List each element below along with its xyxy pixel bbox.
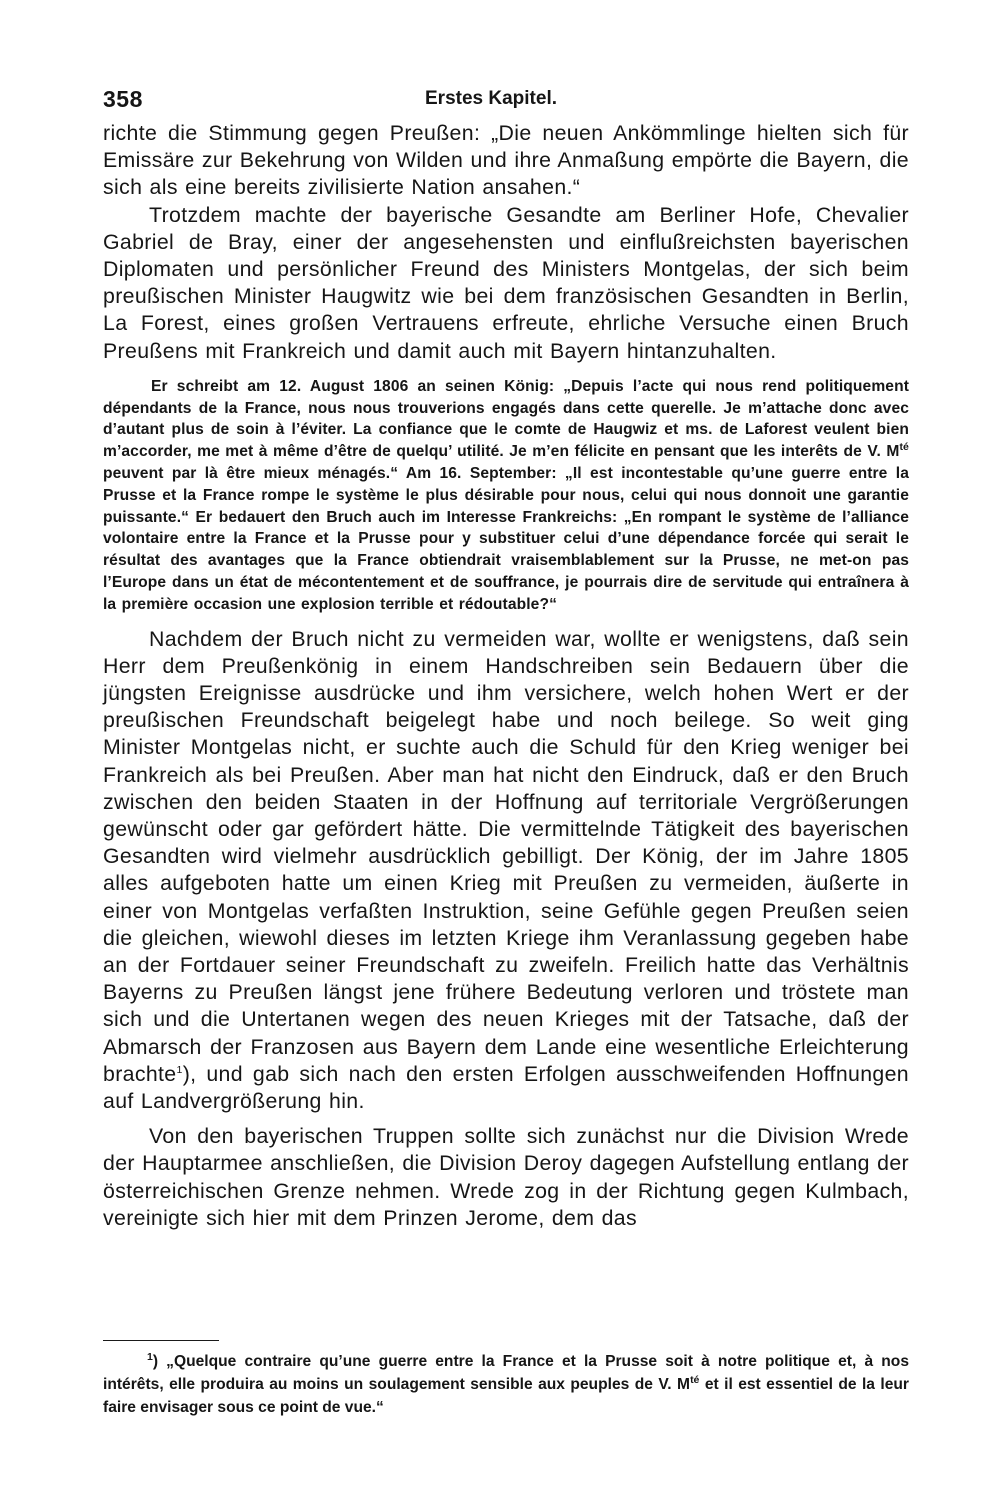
paragraph-montgelas [103, 626, 909, 1116]
chapter-title: Erstes Kapitel. [425, 88, 557, 109]
footnote-divider [103, 1340, 219, 1341]
quoted-letter-superscript: té [899, 441, 909, 454]
quoted-letter-block [103, 376, 909, 616]
footnote-text [103, 1350, 909, 1419]
paragraph-montgelas-part-2: ), und gab sich nach den ersten Erfolgen ausschweifenden Hoffnungen auf Landvergrößerung hin. [103, 1061, 909, 1114]
paragraph-continuation: richte die Stimmung gegen Preußen: „Die neuen Ankömmlinge hielten sich für Emissäre zur Bekehrung von Wilden und ihre Anmaßung empörte die Bayern, die sich als eine bereits zivilisierte Nation ansahen.“ [103, 121, 909, 200]
quoted-letter-text [103, 376, 909, 616]
quoted-letter-part-1: Er schreibt am 12. August 1806 an seinen König: „Depuis l’acte qui nous rend politiquement dépendants de la France, nous nous trouverions engagés dans cette querelle. Je m’attache donc avec d’autant plus de soin à l’éviter. La confiance que le comte de Haugwiz et ms. de Laforest veulent bien m’accorder, me met à même d’être de quelqu’ utilité. Je m’en félicite en pensant que les interêts de V. M [103, 377, 909, 461]
footnote-marker: 1 [147, 1350, 153, 1363]
footnote-reference: 1 [176, 1063, 183, 1076]
footnote-text-part-2: et il est essentiel de la leur faire envisager sous ce point de vue.“ [103, 1376, 909, 1416]
quoted-letter-part-2: peuvent par là être mieux ménagés.“ Am 16. September: „Il est incontestable qu’une guerre entre la Prusse et la France rompe le système le plus désirable pour nous, celui qui nous donnoit une garantie puissante.“ Er bedauert den Bruch auch im Interesse Frankreichs: „En rompant le système de l’alliance volontaire entre la France et la Prusse pour y substituer celui d’une dépendance forcée qui serait le résultat des avantages que la France obtiendrait vraisemblablement sur la Prusse, ne met-on pas l’Europe dans un état de mécontentement et de souffrance, je pourrais dire de servitude qui entraînera à la première occasion une explosion terrible et rédoutable?“ [103, 465, 909, 613]
page-number: 358 [103, 86, 143, 112]
paragraph-troops: Von den bayerischen Truppen sollte sich zunächst nur die Division Wrede der Hauptarmee anschließen, die Division Deroy dagegen Aufstellung entlang der österreichischen Grenze nehmen. Wrede zog in der Richtung gegen Kulmbach, vereinigte sich hier mit dem Prinzen Jerome, dem das [103, 1124, 909, 1230]
paragraph-montgelas-part-1: Nachdem der Bruch nicht zu vermeiden war, wollte er wenigstens, daß sein Herr dem Preußenkönig in einem Handschreiben sein Bedauern über die jüngsten Ereignisse ausdrücke und ihm versichere, welch hohen Wert er der preußischen Freundschaft beigelegt habe und noch beilege. So weit ging Minister Montgelas nicht, er suchte auch die Schuld für den Krieg weniger bei Frankreich als bei Preußen. Aber man hat nicht den Eindruck, daß er den Bruch zwischen den beiden Staaten in der Hoffnung auf territoriale Vergrößerungen gewünscht oder gar gefördert hätte. Die vermittelnde Tätigkeit des bayerischen Gesandten wird vielmehr ausdrücklich gebilligt. Der König, der im Jahre 1805 alles aufgeboten hatte um einen Krieg mit Preußen zu vermeiden, äußerte in einer von Montgelas verfaßten Instruktion, seine Gefühle gegen Preußen seien die gleichen, wiewohl dieses im letzten Kriege ihm Veranlassung gegeben habe an der Fortdauer seiner Freundschaft zu zweifeln. Freilich hatte das Verhältnis Bayerns zu Preußen längst jene frühere Bedeutung verloren und tröstete man sich und die Untertanen wegen des neuen Krieges mit der Tatsache, daß der Abmarsch der Franzosen aus Bayern dem Lande eine wesentliche Erleichterung brachte [103, 626, 909, 1086]
running-head [103, 86, 909, 120]
paragraph-bray-mission: Trotzdem machte der bayerische Gesandte am Berliner Hofe, Chevalier Gabriel de Bray, einer der angesehensten und einflußreichsten bayerischen Diplomaten und persönlicher Freund des Ministers Montgelas, der sich beim preußischen Minister Haugwitz wie bei dem französischen Gesandten in Berlin, La Forest, eines großen Vertrauens erfreute, ehrliche Versuche einen Bruch Preußens mit Frankreich und damit auch mit Bayern hintanzuhalten. [103, 202, 909, 363]
footnote-block [103, 1350, 909, 1419]
book-page [103, 86, 909, 1232]
footnote-text-part-1: ) „Quelque contraire qu’une guerre entre la France et la Prusse soit à notre politique et, à nos intérêts, elle produira au moins un soulagement sensible aux peuples de V. M [103, 1353, 909, 1393]
footnote-superscript: té [690, 1373, 700, 1386]
main-text [103, 120, 909, 1232]
